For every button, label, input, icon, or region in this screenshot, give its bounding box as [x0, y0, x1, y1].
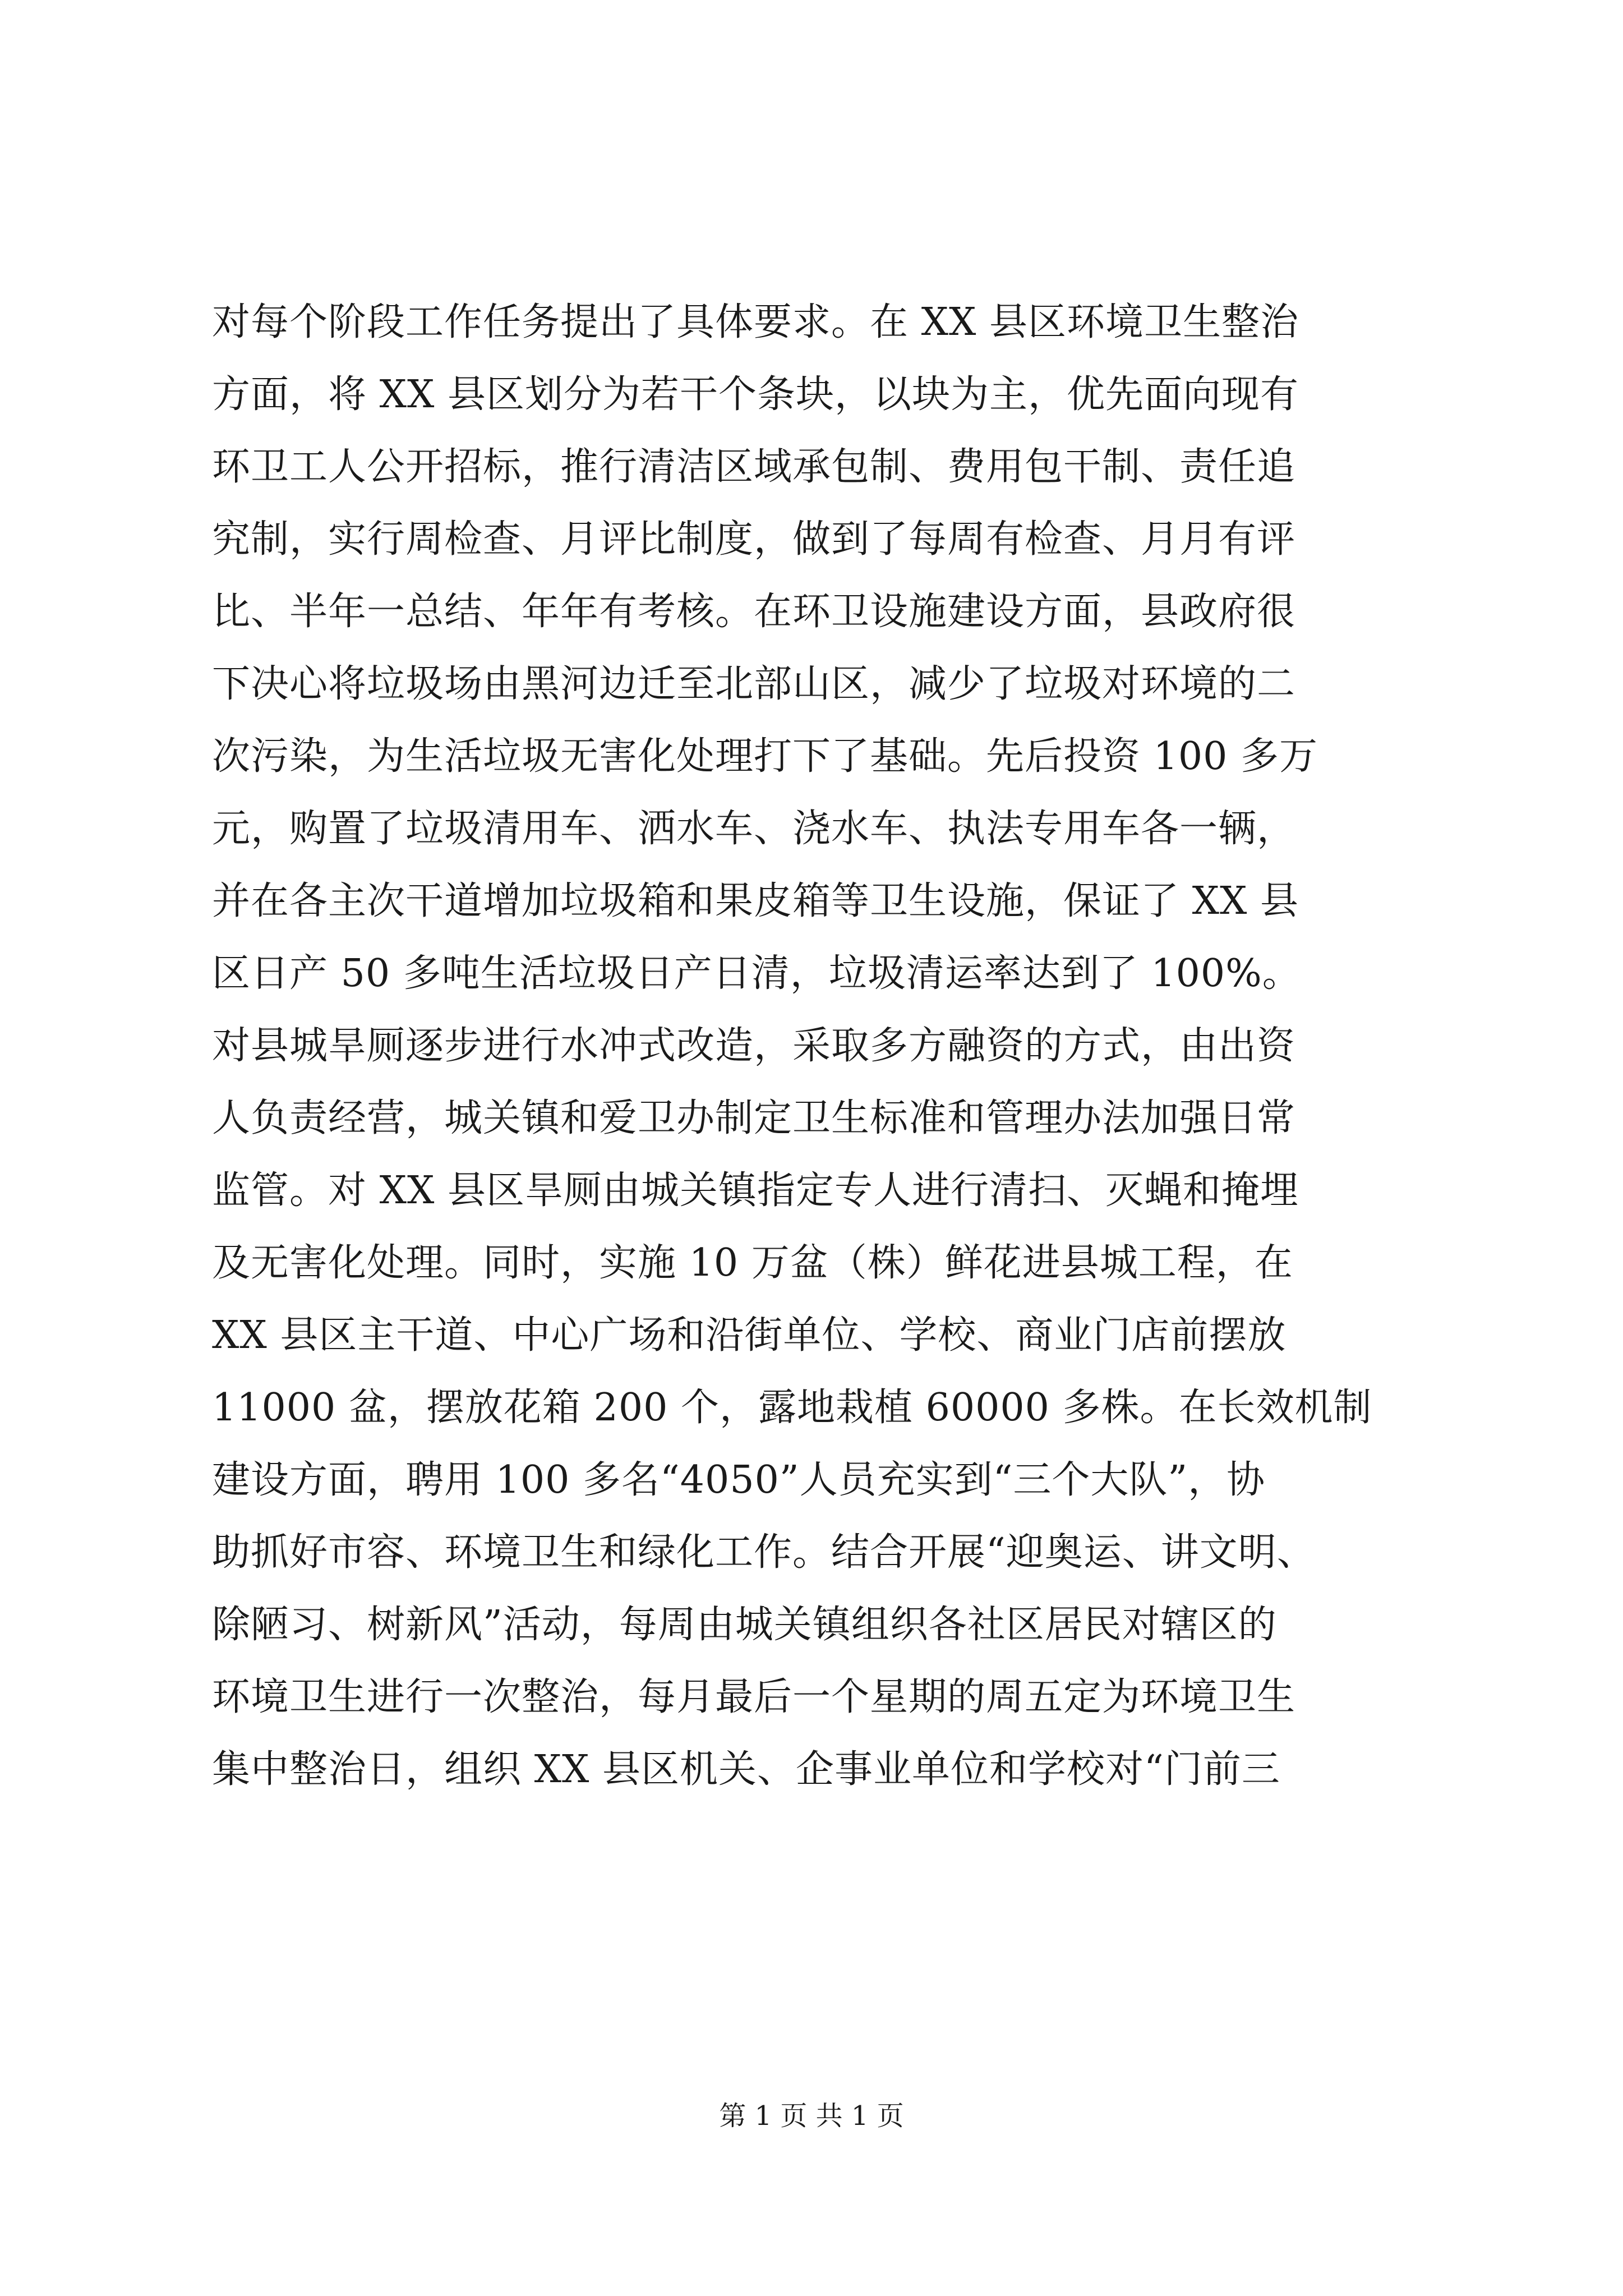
text-line: 及无害化处理。同时，实施 10 万盆（株）鲜花进县城工程，在: [212, 1241, 1293, 1285]
text-line: 人负责经营，城关镇和爱卫办制定卫生标准和管理办法加强日常: [212, 1096, 1296, 1140]
text-line: 下决心将垃圾场由黑河边迁至北部山区，减少了垃圾对环境的二: [212, 662, 1296, 706]
text-line: 区日产 50 多吨生活垃圾日产日清，垃圾清运率达到了 100%。: [212, 951, 1301, 996]
text-line: 次污染，为生活垃圾无害化处理打下了基础。先后投资 100 多万: [212, 734, 1318, 779]
text-line: 对每个阶段工作任务提出了具体要求。在 XX 县区环境卫生整治: [212, 300, 1299, 344]
text-line: 除陋习、树新风”活动，每周由城关镇组织各社区居民对辖区的: [212, 1603, 1277, 1647]
text-line: 环境卫生进行一次整治，每月最后一个星期的周五定为环境卫生: [212, 1675, 1296, 1719]
text-line: 方面，将 XX 县区划分为若干个条块，以块为主，优先面向现有: [212, 372, 1299, 417]
text-line: 建设方面，聘用 100 多名“4050”人员充实到“三个大队”，协: [212, 1458, 1266, 1502]
text-line: 元，购置了垃圾清用车、洒水车、浇水车、执法专用车各一辆，: [212, 807, 1296, 851]
text-line: 监管。对 XX 县区旱厕由城关镇指定专人进行清扫、灭蝇和掩埋: [212, 1168, 1299, 1213]
text-line: 环卫工人公开招标，推行清洁区域承包制、费用包干制、责任追: [212, 445, 1296, 489]
text-line: XX 县区主干道、中心广场和沿街单位、学校、商业门店前摆放: [212, 1313, 1287, 1358]
text-line: 对县城旱厕逐步进行水冲式改造，采取多方融资的方式，由出资: [212, 1024, 1296, 1068]
text-line: 助抓好市容、环境卫生和绿化工作。结合开展“迎奥运、讲文明、: [212, 1530, 1316, 1575]
text-line: 集中整治日，组织 XX 县区机关、企事业单位和学校对“门前三: [212, 1747, 1280, 1792]
text-line: 究制，实行周检查、月评比制度，做到了每周有检查、月月有评: [212, 517, 1296, 562]
text-line: 比、半年一总结、年年有考核。在环卫设施建设方面，县政府很: [212, 590, 1296, 634]
page-footer: 第 1 页 共 1 页: [719, 2100, 904, 2132]
text-line: 并在各主次干道增加垃圾箱和果皮箱等卫生设施，保证了 XX 县: [212, 879, 1299, 923]
text-line: 11000 盆，摆放花箱 200 个，露地栽植 60000 多株。在长效机制: [212, 1386, 1372, 1430]
